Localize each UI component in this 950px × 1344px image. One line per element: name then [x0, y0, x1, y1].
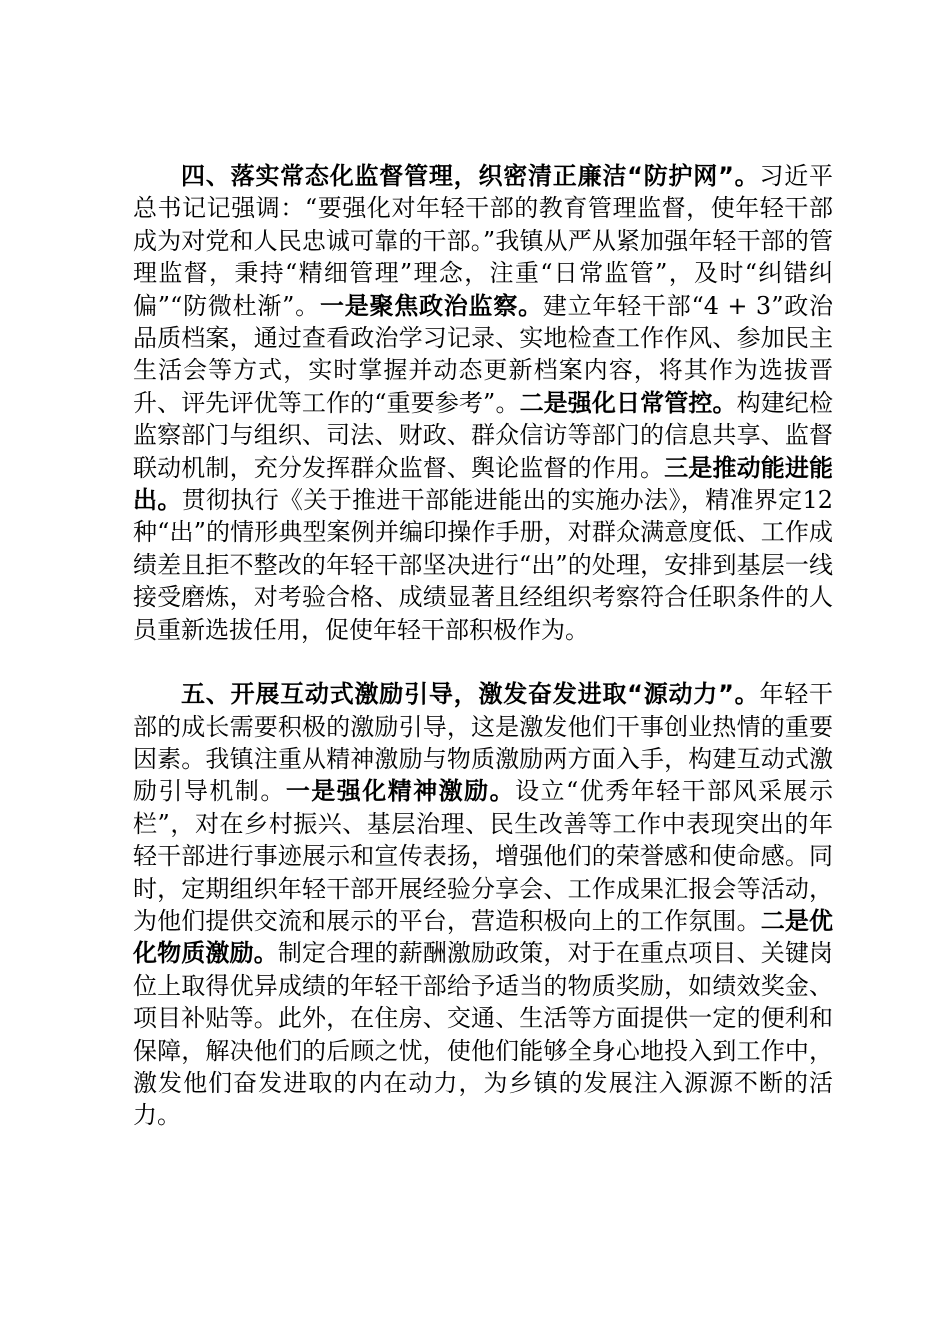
body-text: 习近平总书记记强调：“要强化对年轻干部的教育管理监督，使年轻干部成为对党和人民忠诚可靠的干部。”我镇从严从紧加强年轻干部的管理监督，秉持“精细管理”理念，注重“日常监管”，及时“纠错纠偏”“防微杜渐”。: [133, 162, 834, 320]
document-body: [133, 160, 833, 1132]
body-text: 构建纪检监察部门与组织、司法、财政、群众信访等部门的信息共享、监督联动机制，充分发挥群众监督、舆论监督的作用。: [133, 388, 833, 482]
body-text: 年轻干部的成长需要积极的激励引导，这是激发他们干事创业热情的重要因素。我镇注重从精神激励与物质激励两方面入手，构建互动式激励引导机制。: [133, 680, 834, 806]
paragraph-5: [133, 678, 833, 1132]
section-heading-4: 四、落实常态化监督管理，织密清正廉洁“防护网”。: [181, 162, 760, 190]
body-text: 设立“优秀年轻干部风采展示栏”，对在乡村振兴、基层治理、民生改善等工作中表现突出的年轻干部进行事迹展示和宣传表扬，增强他们的荣誉感和使命感。同时，定期组织年轻干部开展经验分享会、工作成果汇报会等活动，为他们提供交流和展示的平台，营造积极向上的工作氛围。: [133, 777, 833, 935]
body-text: 制定合理的薪酬激励政策，对于在重点项目、关键岗位上取得优异成绩的年轻干部给予适当的物质奖励，如绩效奖金、项目补贴等。此外，在住房、交通、生活等方面提供一定的便利和保障，解决他们的后顾之忧，使他们能够全身心地投入到工作中，激发他们奋发进取的内在动力，为乡镇的发展注入源源不断的活力。: [133, 939, 834, 1130]
point-heading: 三是推动能进能出。: [133, 453, 834, 515]
paragraph-4: [133, 160, 833, 646]
section-heading-5: 五、开展互动式激励引导，激发奋发进取“源动力”。: [181, 680, 760, 709]
point-heading: 一是强化精神激励。: [285, 777, 516, 806]
point-heading: 二是强化日常管控。: [519, 388, 737, 417]
point-heading: 二是优化物质激励。: [133, 906, 834, 968]
body-text: 建立年轻干部“4 + 3”政治品质档案，通过查看政治学习记录、实地检查工作作风、参加民主生活会等方式，实时掌握并动态更新档案内容，将其作为选拔晋升、评先评优等工作的“重要参考”。: [133, 291, 833, 417]
body-text: 贯彻执行《关于推进干部能进能出的实施办法》，精准界定12种“出”的情形典型案例并编印操作手册，对群众满意度低、工作成绩差且拒不整改的年轻干部坚决进行“出”的处理，安排到基层一线接受磨炼，对考验合格、成绩显著且经组织考察符合任职条件的人员重新选拔任用，促使年轻干部积极作为。: [133, 486, 834, 644]
point-heading: 一是聚焦政治监察。: [319, 291, 543, 320]
